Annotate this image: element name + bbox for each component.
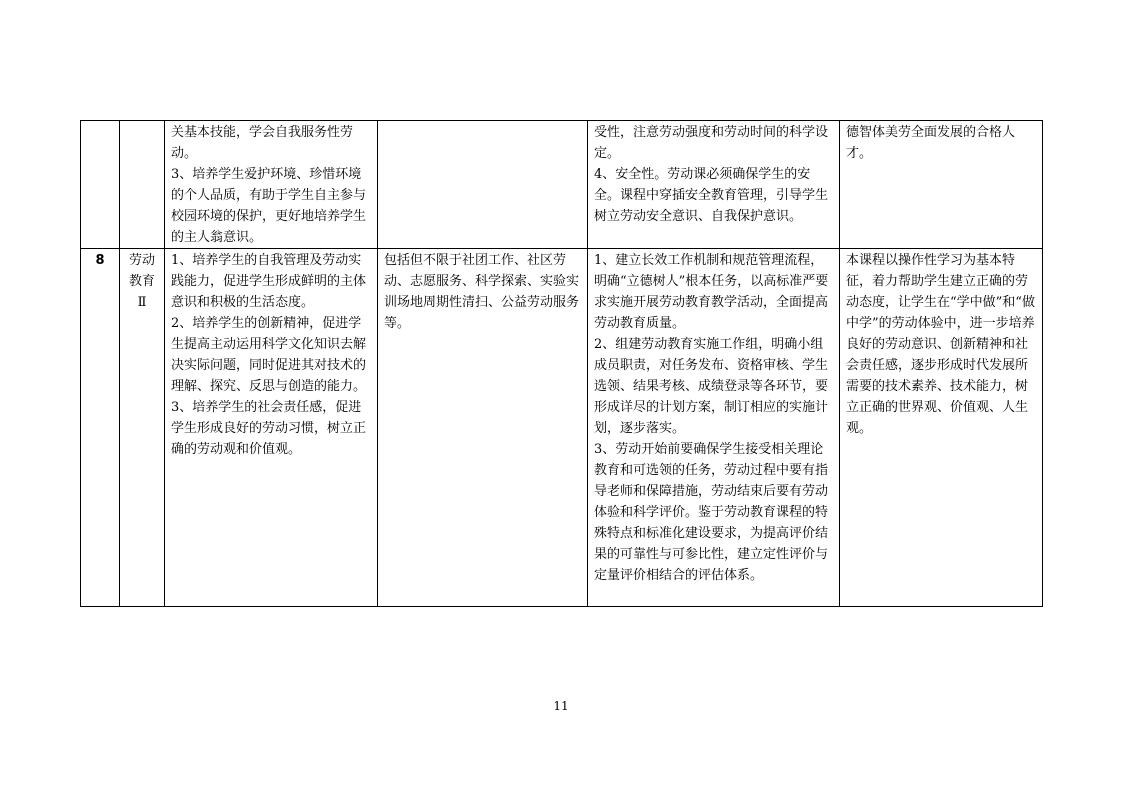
course-content-cell [378,121,588,249]
goal-paragraph: 关基本技能，学会自我服务性劳动。 [171,125,354,161]
course-goals-cell [165,249,378,607]
table-row [81,249,1043,607]
curriculum-table [80,120,1043,607]
course-description-cell: 本课程以操作性学习为基本特征，着力帮助学生建立正确的劳动态度，让学生在“学中做”和“做中学”的劳动体验中，进一步培养良好的劳动意识、创新精神和社会责任感，逐步形成时代发展所需要的技术素养、技术能力，树立正确的世界观、价值观、人生观。 [840,249,1043,607]
goal-paragraph: 2、培养学生的创新精神，促进学生提高主动运用科学文化知识去解决实际问题，同时促进其对技术的理解、探究、反思与创造的能力。 [171,316,367,394]
requirement-paragraph: 2、组建劳动教育实施工作组，明确小组成员职责，对任务发布、资格审核、学生选领、结果考核、成绩登录等各环节，要形成详尽的计划方案，制订相应的实施计划，逐步落实。 [594,337,829,436]
page-number: 11 [553,699,569,713]
course-number-cell: 8 [81,249,120,607]
course-content-cell: 包括但不限于社团工作、社区劳动、志愿服务、科学探索、实验实训场地周期性清扫、公益劳动服务等。 [378,249,588,607]
teaching-requirements-cell [588,249,840,607]
teaching-requirements-cell [588,121,840,249]
course-description-cell: 德智体美劳全面发展的合格人才。 [840,121,1043,249]
requirement-paragraph: 1、建立长效工作机制和规范管理流程，明确“立德树人”根本任务，以高标准严要求实施开展劳动教育教学活动，全面提高劳动教育质量。 [594,253,829,331]
course-name-cell: 劳动教育Ⅱ [120,249,165,607]
requirement-paragraph: 4、安全性。劳动课必须确保学生的安全。课程中穿插安全教育管理，引导学生树立劳动安全意识、自我保护意识。 [594,167,829,224]
goal-paragraph: 3、培养学生的社会责任感，促进学生形成良好的劳动习惯，树立正确的劳动观和价值观。 [171,400,367,457]
course-number-cell [81,121,120,249]
requirement-paragraph: 受性，注意劳动强度和劳动时间的科学设定。 [594,125,829,161]
goal-paragraph: 3、培养学生爱护环境、珍惜环境的个人品质，有助于学生自主参与校园环境的保护，更好地培养学生的主人翁意识。 [171,167,367,245]
requirement-paragraph: 3、劳动开始前要确保学生接受相关理论教育和可选领的任务，劳动过程中要有指导老师和保障措施，劳动结束后要有劳动体验和科学评价。鉴于劳动教育课程的特殊特点和标准化建设要求，为提高评价结果的可靠性与可参比性，建立定性评价与定量评价相结合的评估体系。 [594,442,829,583]
table-row [81,121,1043,249]
goal-paragraph: 1、培养学生的自我管理及劳动实践能力，促进学生形成鲜明的主体意识和积极的生活态度。 [171,253,367,310]
course-name-cell [120,121,165,249]
course-goals-cell [165,121,378,249]
